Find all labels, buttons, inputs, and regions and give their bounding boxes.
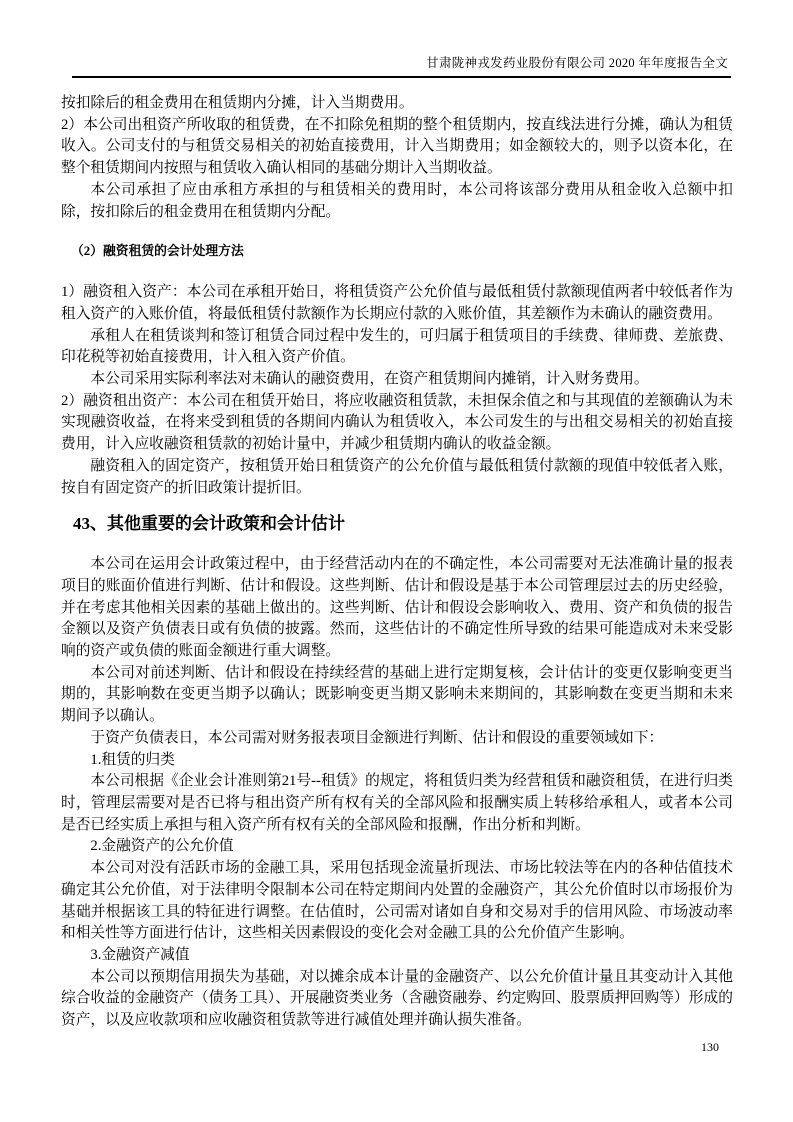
paragraph: 本公司对没有活跃市场的金融工具，采用包括现金流量折现法、市场比较法等在内的各种估值技术确定其公允价值，对于法律明令限制本公司在特定期间内处置的金融资产，其公允价值时以市场报价为基础并根据该工具的特征进行调整。在估值时，公司需对诸如自身和交易对手的信用风险、市场波动率和相关性等方面进行估计，这些相关因素假设的变化会对金融工具的公允价值产生影响。 [61,860,733,942]
paragraph: 本公司在运用会计政策过程中，由于经营活动内在的不确定性，本公司需要对无法准确计量的报表项目的账面价值进行判断、估计和假设。这些判断、估计和假设是基于本公司管理层过去的历史经验，并在考虑其他相关因素的基础上做出的。这些判断、估计和假设会影响收入、费用、资产和负债的报告金额以及资产负债表日或有负债的披露。然而，这些估计的不确定性所导致的结果可能造成对未来受影响的资产或负债的账面金额进行重大调整。 [61,556,733,660]
paragraph: 2）融资租出资产：本公司在租赁开始日，将应收融资租赁款，未担保余值之和与其现值的差额确认为未实现融资收益，在将来受到租赁的各期间内确认为租赁收入，本公司发生的与出租交易相关的初始直接费用，计入应收融资租赁款的初始计量中，并减少租赁期内确认的收益金额。 [61,392,733,453]
paragraph: 本公司根据《企业会计准则第21号--租赁》的规定，将租赁归类为经营租赁和融资租赁，在进行归类时，管理层需要对是否已将与租出资产所有权有关的全部风险和报酬实质上转移给承租人，或者本公司是否已经实质上承担与租入资产所有权有关的全部风险和报酬，作出分析和判断。 [61,773,733,833]
paragraph: 本公司对前述判断、估计和假设在持续经营的基础上进行定期复核，会计估计的变更仅影响变更当期的，其影响数在变更当期予以确认；既影响变更当期又影响未来期间的，其影响数在变更当期和未来期间予以确认。 [61,664,733,725]
paragraph: 2）本公司出租资产所收取的租赁费，在不扣除免租期的整个租赁期内，按直线法进行分摊，确认为租赁收入。公司支付的与租赁交易相关的初始直接费用，计入当期费用；如金额较大的，则予以资本化，在整个租赁期间内按照与租赁收入确认相同的基础分期计入当期收益。 [61,116,733,177]
report-header-title: 甘肃陇神戎发药业股份有限公司 2020 年年度报告全文 [426,56,728,70]
document-content [61,93,733,1032]
header-divider-line [72,76,731,78]
paragraph: 本公司承担了应由承租方承担的与租赁相关的费用时，本公司将该部分费用从租金收入总额中扣除，按扣除后的租金费用在租赁期内分配。 [61,181,733,220]
page-number: 130 [701,1040,719,1054]
paragraph: 按扣除后的租金费用在租赁期内分摊，计入当期费用。 [61,95,414,111]
paragraph: 本公司以预期信用损失为基础，对以摊余成本计量的金融资产、以公允价值计量且其变动计入其他综合收益的金融资产（债务工具）、开展融资类业务（含融资融券、约定购回、股票质押回购等）形成的资产，以及应收款项和应收融资租赁款等进行减值处理并确认损失准备。 [61,968,733,1029]
paragraph: 于资产负债表日，本公司需对财务报表项目金额进行判断、估计和假设的重要领域如下： [90,729,664,746]
section-heading: 43、其他重要的会计政策和会计估计 [73,514,345,534]
page-header [60,55,728,72]
section-subheading: （2）融资租赁的会计处理方法 [71,244,244,259]
paragraph: 1.租赁的归类 [90,751,175,768]
page-footer [701,1040,719,1054]
paragraph: 融资租入的固定资产，按租赁开始日租赁资产的公允价值与最低租赁付款额的现值中较低者入账，按自有固定资产的折旧政策计提折旧。 [61,457,733,496]
paragraph: 2.金融资产的公允价值 [90,838,234,855]
paragraph: 本公司采用实际利率法对未确认的融资费用，在资产租赁期间内摊销，计入财务费用。 [90,371,649,388]
paragraph: 1）融资租入资产：本公司在承租开始日，将租赁资产公允价值与最低租赁付款额现值两者中较低者作为租入资产的入账价值，将最低租赁付款额作为长期应付款的入账价值，其差额作为未确认的融资费用。 [61,284,733,322]
paragraph: 承租人在租赁谈判和签订租赁合同过程中发生的，可归属于租赁项目的手续费、律师费、差旅费、印花税等初始直接费用，计入租入资产价值。 [61,327,733,366]
paragraph: 3.金融资产减值 [90,946,190,963]
